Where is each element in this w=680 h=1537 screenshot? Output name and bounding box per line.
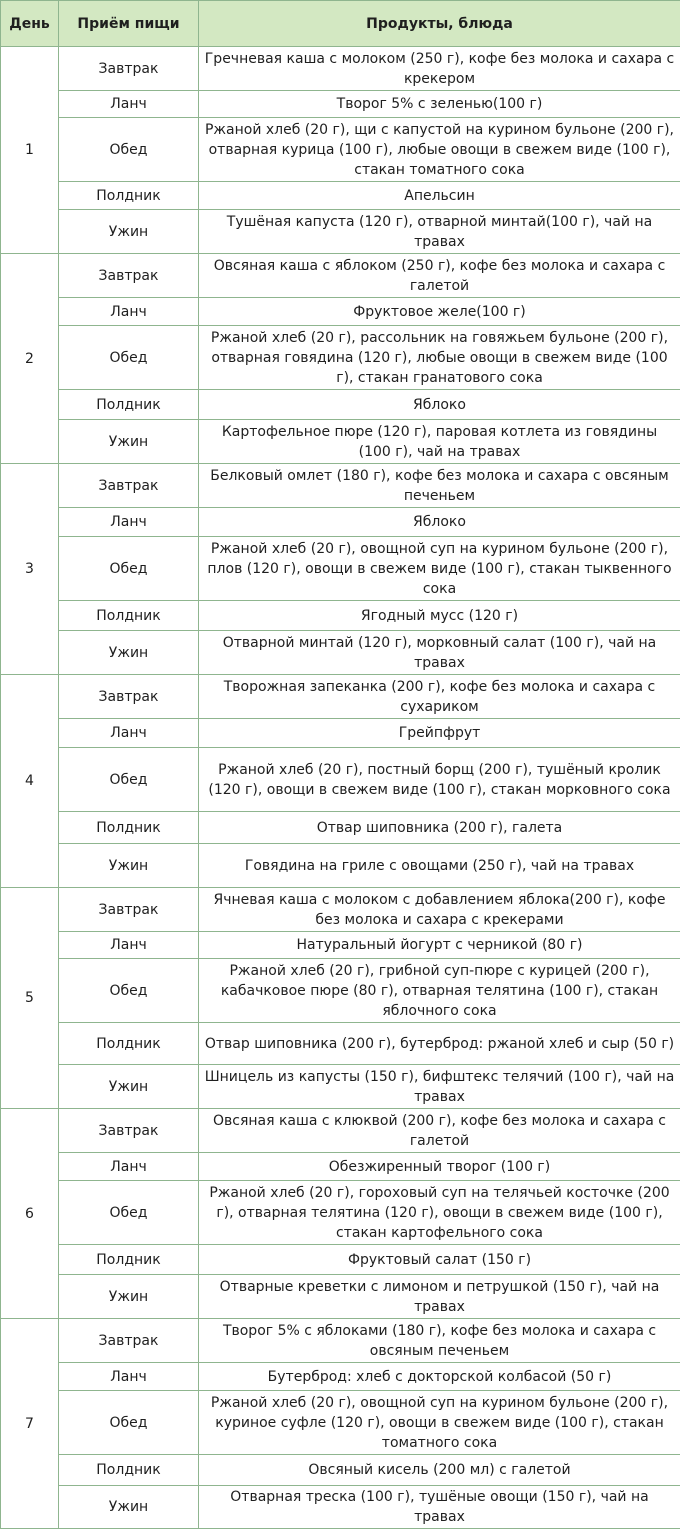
- table-row: [1, 1181, 680, 1245]
- food-description-cell: Овсяная каша с яблоком (250 г), кофе без молока и сахара с галетой: [199, 254, 680, 298]
- meal-name-cell: Ланч: [59, 508, 199, 537]
- table-row: [1, 420, 680, 464]
- food-description-cell: Ржаной хлеб (20 г), гороховый суп на телячьей косточке (200 г), отварная телятина (120 г), овощи в свежем виде (100 г), стакан картофельного сока: [199, 1181, 680, 1245]
- food-description-cell: Ржаной хлеб (20 г), щи с капустой на курином бульоне (200 г), отварная курица (100 г), любые овощи в свежем виде (100 г), стакан томатного сока: [199, 118, 680, 182]
- day-number-cell: 1: [1, 47, 59, 254]
- meal-name-cell: Завтрак: [59, 1109, 199, 1153]
- meal-name-cell: Ужин: [59, 1275, 199, 1319]
- table-row: [1, 675, 680, 719]
- table-row: [1, 464, 680, 508]
- food-description-cell: Ржаной хлеб (20 г), постный борщ (200 г), тушёный кролик (120 г), овощи в свежем виде (100 г), стакан морковного сока: [199, 748, 680, 812]
- food-description-cell: Натуральный йогурт с черникой (80 г): [199, 932, 680, 959]
- food-description-cell: Отвар шиповника (200 г), бутерброд: ржаной хлеб и сыр (50 г): [199, 1023, 680, 1065]
- day-number-cell: 3: [1, 464, 59, 675]
- table-row: [1, 1486, 680, 1529]
- table-row: [1, 844, 680, 888]
- table-row: [1, 210, 680, 254]
- food-description-cell: Картофельное пюре (120 г), паровая котлета из говядины (100 г), чай на травах: [199, 420, 680, 464]
- table-row: [1, 390, 680, 420]
- food-description-cell: Овсяная каша с клюквой (200 г), кофе без молока и сахара с галетой: [199, 1109, 680, 1153]
- day-number-cell: 6: [1, 1109, 59, 1319]
- food-description-cell: Яблоко: [199, 508, 680, 537]
- food-description-cell: Яблоко: [199, 390, 680, 420]
- food-description-cell: Ржаной хлеб (20 г), овощной суп на курином бульоне (200 г), плов (120 г), овощи в свежем виде (100 г), стакан тыквенного сока: [199, 537, 680, 601]
- meal-name-cell: Ланч: [59, 298, 199, 326]
- meal-name-cell: Ужин: [59, 1065, 199, 1109]
- day-number-cell: 2: [1, 254, 59, 464]
- meal-name-cell: Полдник: [59, 601, 199, 631]
- meal-name-cell: Обед: [59, 537, 199, 601]
- table-row: [1, 888, 680, 932]
- food-description-cell: Тушёная капуста (120 г), отварной минтай(100 г), чай на травах: [199, 210, 680, 254]
- food-description-cell: Овсяный кисель (200 мл) с галетой: [199, 1455, 680, 1486]
- meal-name-cell: Обед: [59, 748, 199, 812]
- food-description-cell: Отварной минтай (120 г), морковный салат (100 г), чай на травах: [199, 631, 680, 675]
- meal-name-cell: Полдник: [59, 182, 199, 210]
- day-number-cell: 7: [1, 1319, 59, 1529]
- table-row: [1, 1363, 680, 1391]
- table-row: [1, 1153, 680, 1181]
- meal-name-cell: Ланч: [59, 932, 199, 959]
- day-number-cell: 5: [1, 888, 59, 1109]
- table-row: [1, 1275, 680, 1319]
- table-row: [1, 298, 680, 326]
- day-number-cell: 4: [1, 675, 59, 888]
- table-row: [1, 254, 680, 298]
- meal-name-cell: Полдник: [59, 812, 199, 844]
- meal-name-cell: Полдник: [59, 1245, 199, 1275]
- header-row: [1, 1, 680, 47]
- table-row: [1, 118, 680, 182]
- meal-name-cell: Полдник: [59, 1023, 199, 1065]
- meal-name-cell: Обед: [59, 1391, 199, 1455]
- table-row: [1, 601, 680, 631]
- meal-name-cell: Обед: [59, 959, 199, 1023]
- meal-name-cell: Завтрак: [59, 47, 199, 91]
- meal-name-cell: Обед: [59, 1181, 199, 1245]
- food-description-cell: Ржаной хлеб (20 г), грибной суп-пюре с курицей (200 г), кабачковое пюре (80 г), отварная телятина (100 г), стакан яблочного сока: [199, 959, 680, 1023]
- food-description-cell: Гречневая каша с молоком (250 г), кофе без молока и сахара с крекером: [199, 47, 680, 91]
- table-row: [1, 959, 680, 1023]
- meal-name-cell: Завтрак: [59, 254, 199, 298]
- table-row: [1, 631, 680, 675]
- food-description-cell: Творог 5% с яблоками (180 г), кофе без молока и сахара с овсяным печеньем: [199, 1319, 680, 1363]
- food-description-cell: Отварная треска (100 г), тушёные овощи (150 г), чай на травах: [199, 1486, 680, 1529]
- food-description-cell: Творожная запеканка (200 г), кофе без молока и сахара с сухариком: [199, 675, 680, 719]
- meal-name-cell: Ужин: [59, 210, 199, 254]
- header-food: Продукты, блюда: [199, 1, 680, 47]
- meal-name-cell: Ужин: [59, 844, 199, 888]
- meal-name-cell: Ланч: [59, 1363, 199, 1391]
- table-row: [1, 47, 680, 91]
- table-row: [1, 932, 680, 959]
- meal-name-cell: Ланч: [59, 91, 199, 118]
- food-description-cell: Обезжиренный творог (100 г): [199, 1153, 680, 1181]
- food-description-cell: Грейпфрут: [199, 719, 680, 748]
- meal-name-cell: Обед: [59, 326, 199, 390]
- food-description-cell: Творог 5% с зеленью(100 г): [199, 91, 680, 118]
- food-description-cell: Ржаной хлеб (20 г), рассольник на говяжьем бульоне (200 г), отварная говядина (120 г), любые овощи в свежем виде (100 г), стакан гранатового сока: [199, 326, 680, 390]
- food-description-cell: Бутерброд: хлеб с докторской колбасой (50 г): [199, 1363, 680, 1391]
- food-description-cell: Ячневая каша с молоком с добавлением яблока(200 г), кофе без молока и сахара с крекерами: [199, 888, 680, 932]
- meal-name-cell: Завтрак: [59, 464, 199, 508]
- food-description-cell: Ягодный мусс (120 г): [199, 601, 680, 631]
- meal-name-cell: Обед: [59, 118, 199, 182]
- meal-name-cell: Ужин: [59, 420, 199, 464]
- table-row: [1, 508, 680, 537]
- table-row: [1, 1065, 680, 1109]
- food-description-cell: Отвар шиповника (200 г), галета: [199, 812, 680, 844]
- food-description-cell: Апельсин: [199, 182, 680, 210]
- table-body: [1, 47, 680, 1529]
- table-row: [1, 1319, 680, 1363]
- meal-name-cell: Полдник: [59, 390, 199, 420]
- table-row: [1, 812, 680, 844]
- table-row: [1, 91, 680, 118]
- food-description-cell: Шницель из капусты (150 г), бифштекс телячий (100 г), чай на травах: [199, 1065, 680, 1109]
- meal-name-cell: Завтрак: [59, 675, 199, 719]
- food-description-cell: Говядина на гриле с овощами (250 г), чай на травах: [199, 844, 680, 888]
- meal-name-cell: Завтрак: [59, 888, 199, 932]
- food-description-cell: Фруктовое желе(100 г): [199, 298, 680, 326]
- header-meal: Приём пищи: [59, 1, 199, 47]
- table-row: [1, 1109, 680, 1153]
- table-row: [1, 719, 680, 748]
- table-row: [1, 1391, 680, 1455]
- food-description-cell: Белковый омлет (180 г), кофе без молока и сахара с овсяным печеньем: [199, 464, 680, 508]
- food-description-cell: Фруктовый салат (150 г): [199, 1245, 680, 1275]
- table-row: [1, 1455, 680, 1486]
- meal-name-cell: Полдник: [59, 1455, 199, 1486]
- meal-name-cell: Ужин: [59, 1486, 199, 1529]
- header-day: День: [1, 1, 59, 47]
- meal-name-cell: Ланч: [59, 1153, 199, 1181]
- food-description-cell: Ржаной хлеб (20 г), овощной суп на курином бульоне (200 г), куриное суфле (120 г), овощи в свежем виде (100 г), стакан томатного сока: [199, 1391, 680, 1455]
- table-row: [1, 326, 680, 390]
- meal-name-cell: Ужин: [59, 631, 199, 675]
- table-header: [1, 1, 680, 47]
- meal-name-cell: Ланч: [59, 719, 199, 748]
- food-description-cell: Отварные креветки с лимоном и петрушкой (150 г), чай на травах: [199, 1275, 680, 1319]
- table-row: [1, 1023, 680, 1065]
- table-row: [1, 182, 680, 210]
- table-row: [1, 537, 680, 601]
- table-row: [1, 748, 680, 812]
- table-row: [1, 1245, 680, 1275]
- meal-name-cell: Завтрак: [59, 1319, 199, 1363]
